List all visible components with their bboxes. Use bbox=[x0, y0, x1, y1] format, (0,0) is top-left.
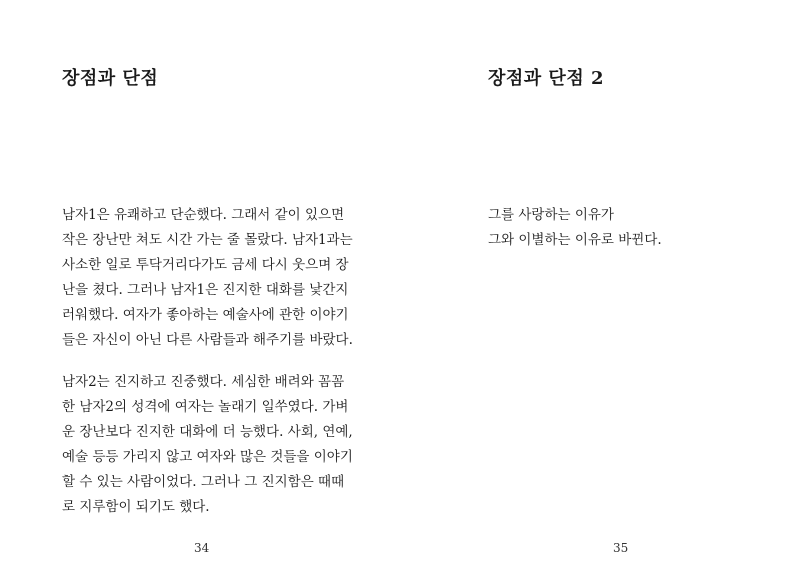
text-line: 사소한 일로 투닥거리다가도 금세 다시 웃으며 장 bbox=[62, 257, 349, 273]
left-page-number: 34 bbox=[194, 541, 210, 555]
text-line: 남자2는 진지하고 진중했다. 세심한 배려와 꼼꼼 bbox=[62, 374, 345, 390]
right-page-number: 35 bbox=[613, 541, 629, 555]
text-line: 한 남자2의 성격에 여자는 놀래기 일쑤였다. 가벼 bbox=[62, 399, 349, 415]
text-line: 운 장난보다 진지한 대화에 더 능했다. 사회, 연예, bbox=[62, 424, 353, 440]
left-paragraph-2 bbox=[62, 370, 353, 520]
text-line: 러워했다. 여자가 좋아하는 예술사에 관한 이야기 bbox=[62, 307, 349, 323]
right-page-title: 장점과 단점 2 bbox=[488, 68, 604, 89]
left-paragraph-1 bbox=[62, 203, 353, 353]
right-paragraph-1 bbox=[488, 203, 662, 253]
left-page-title: 장점과 단점 bbox=[62, 68, 159, 89]
text-line: 작은 장난만 쳐도 시간 가는 줄 몰랐다. 남자1과는 bbox=[62, 232, 353, 248]
text-line: 예술 등등 가리지 않고 여자와 많은 것들을 이야기 bbox=[62, 449, 353, 465]
text-line: 들은 자신이 아닌 다른 사람들과 해주기를 바랐다. bbox=[62, 332, 353, 348]
text-line: 남자1은 유쾌하고 단순했다. 그래서 같이 있으면 bbox=[62, 207, 345, 223]
text-line: 난을 쳤다. 그러나 남자1은 진지한 대화를 낯간지 bbox=[62, 282, 349, 298]
text-line: 로 지루함이 되기도 했다. bbox=[62, 499, 210, 515]
text-line: 할 수 있는 사람이었다. 그러나 그 진지함은 때때 bbox=[62, 474, 345, 490]
text-line: 그와 이별하는 이유로 바뀐다. bbox=[488, 232, 662, 248]
right-page bbox=[400, 0, 800, 572]
text-line: 그를 사랑하는 이유가 bbox=[488, 207, 614, 223]
